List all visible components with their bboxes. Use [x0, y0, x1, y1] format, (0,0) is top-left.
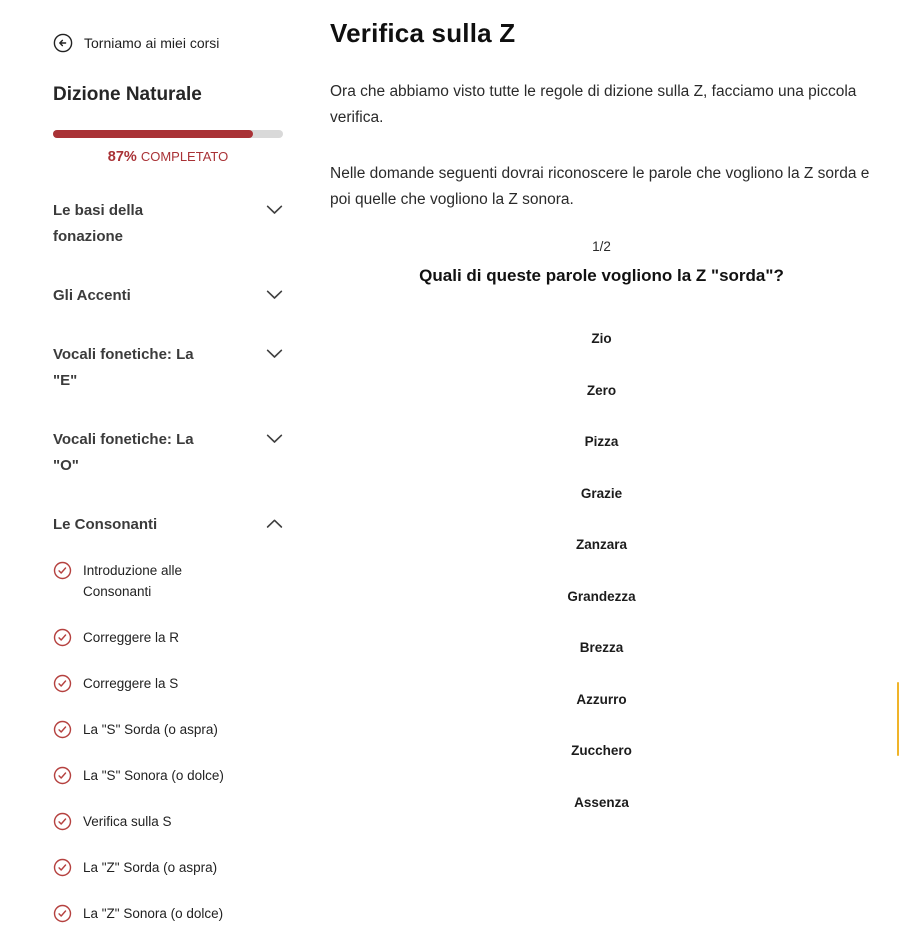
quiz-option[interactable]: Zucchero [571, 743, 632, 758]
lesson-label: La "Z" Sorda (o aspra) [83, 860, 218, 875]
progress-percent: 87% [107, 149, 141, 165]
section-label: Vocali fonetiche: La "O" [53, 431, 194, 474]
section-lessons [53, 560, 283, 924]
lesson-paragraph: Ora che abbiamo visto tutte le regole di dizione sulla Z, facciamo una piccola verifica. [330, 83, 857, 126]
lesson-item[interactable] [53, 857, 283, 878]
course-progress-fill [53, 130, 253, 138]
sidebar-section [53, 342, 283, 394]
lesson-label: Verifica sulla S [83, 814, 172, 829]
sidebar-section [53, 427, 283, 479]
sidebar-section [53, 512, 283, 924]
lesson-content [330, 18, 873, 846]
lesson-item[interactable] [53, 811, 283, 832]
completed-check-icon [53, 766, 72, 785]
lesson-label: Introduzione alle Consonanti [83, 563, 183, 599]
lesson-item[interactable] [53, 765, 283, 786]
section-label: Gli Accenti [53, 287, 131, 304]
sidebar-section [53, 198, 283, 250]
sidebar-section [53, 283, 283, 309]
section-label: Vocali fonetiche: La "E" [53, 346, 194, 389]
course-sidebar [53, 33, 283, 949]
section-label: Le Consonanti [53, 516, 158, 533]
section-header[interactable] [53, 342, 283, 394]
quiz-option[interactable]: Pizza [584, 434, 619, 449]
quiz-option[interactable]: Assenza [574, 794, 629, 810]
section-header[interactable] [53, 283, 283, 309]
completed-check-icon [53, 720, 72, 739]
back-arrow-icon [53, 33, 73, 53]
section-header[interactable] [53, 198, 283, 250]
lesson-item[interactable] [53, 627, 283, 648]
progress-text: COMPLETATO [140, 149, 229, 164]
lesson-label: La "S" Sorda (o aspra) [83, 722, 218, 737]
sidebar-sections [53, 198, 283, 924]
quiz-option[interactable]: Zero [586, 382, 617, 398]
course-progress-bar [53, 130, 283, 138]
back-to-courses-link[interactable] [53, 33, 283, 53]
course-progress-label [53, 149, 283, 165]
lesson-item[interactable] [53, 903, 283, 924]
chevron-down-icon [266, 289, 283, 300]
quiz-option[interactable]: Zio [591, 331, 612, 346]
chevron-down-icon [266, 348, 283, 359]
lesson-label: Correggere la R [83, 630, 180, 645]
chevron-down-icon [266, 204, 283, 215]
quiz-options [330, 331, 873, 810]
lesson-title: Verifica sulla Z [330, 18, 516, 48]
section-header[interactable] [53, 512, 283, 538]
scrollbar-thumb[interactable] [897, 682, 899, 756]
quiz-step-counter: 1/2 [592, 239, 611, 254]
lesson-label: La "Z" Sonora (o dolce) [83, 906, 224, 921]
completed-check-icon [53, 812, 72, 831]
course-title: Dizione Naturale [53, 84, 202, 105]
quiz-option[interactable]: Brezza [579, 640, 624, 655]
quiz-option[interactable]: Grandezza [567, 588, 636, 604]
lesson-item[interactable] [53, 560, 283, 602]
lesson-label: Correggere la S [83, 676, 179, 691]
back-link-label: Torniamo ai miei corsi [84, 35, 220, 51]
quiz-option[interactable]: Zanzara [575, 537, 628, 552]
completed-check-icon [53, 561, 72, 580]
lesson-paragraph: Nelle domande seguenti dovrai riconoscere le parole che vogliono la Z sorda e poi quelle che vogliono la Z sonora. [330, 165, 870, 208]
completed-check-icon [53, 628, 72, 647]
section-label: Le basi della fonazione [53, 202, 144, 245]
quiz-option[interactable]: Grazie [580, 485, 623, 501]
completed-check-icon [53, 674, 72, 693]
lesson-item[interactable] [53, 719, 283, 740]
section-header[interactable] [53, 427, 283, 479]
quiz-option[interactable]: Azzurro [576, 691, 627, 707]
chevron-down-icon [266, 433, 283, 444]
lesson-item[interactable] [53, 673, 283, 694]
completed-check-icon [53, 858, 72, 877]
completed-check-icon [53, 904, 72, 923]
chevron-up-icon [266, 518, 283, 529]
quiz-question: Quali di queste parole vogliono la Z "sorda"? [419, 266, 784, 285]
quiz-block [330, 239, 873, 810]
lesson-label: La "S" Sonora (o dolce) [83, 768, 224, 783]
